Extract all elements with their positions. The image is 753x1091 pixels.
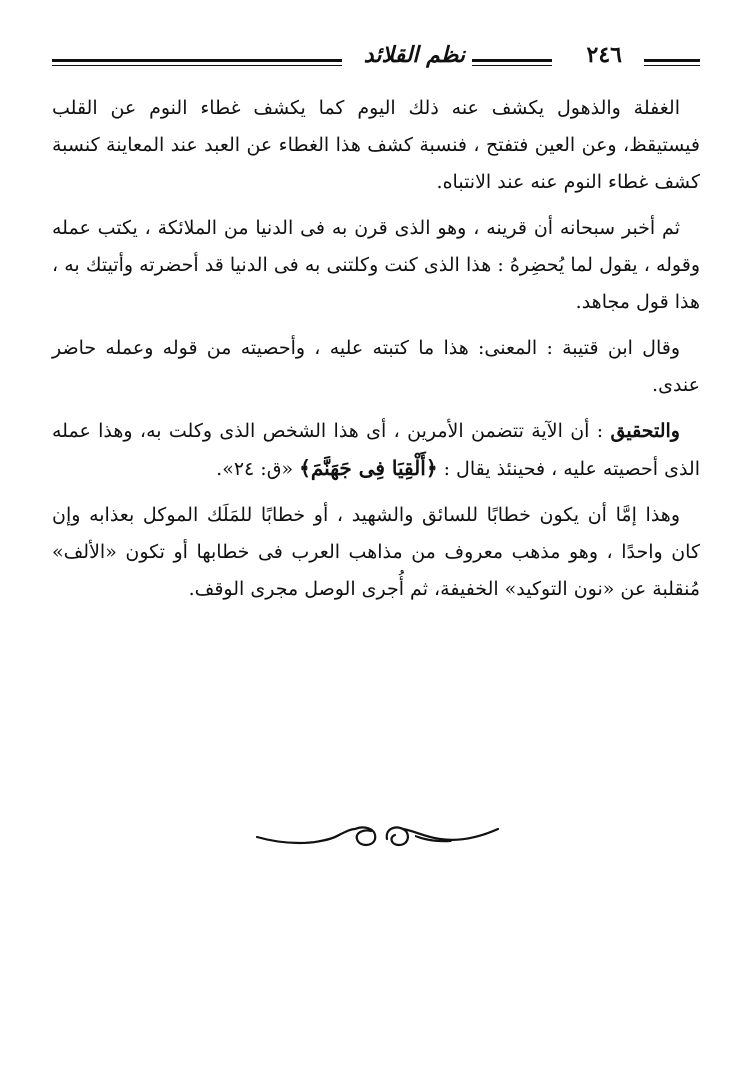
- paragraph-4-text: : أن الآية تتضمن الأمرين ، أى هذا الشخص الذى وكلت به، وهذا عمله الذى أحصيته عليه ، فحينئذ يقال :: [52, 420, 700, 480]
- header-rule-right: [644, 59, 700, 66]
- page-number: ٢٤٦: [586, 42, 622, 68]
- header-rule-left: [52, 59, 342, 66]
- paragraph-2: ثم أخبر سبحانه أن قرينه ، وهو الذى قرن به فى الدنيا من الملائكة ، يكتب عمله وقوله ، يقول لما يُحضِرهُ : هذا الذى كنت وكلتنى به فى الدنيا قد أحضرته وأتيتك به ، هذا قول مجاهد.: [52, 217, 700, 313]
- paragraph-1: الغفلة والذهول يكشف عنه ذلك اليوم كما يكشف غطاء النوم عن القلب فيستيقظ، وعن العين فتفتح ، فنسبة كشف هذا الغطاء عن العبد عند المعاينة كنسبة كشف غطاء النوم عنه عند الانتباه.: [52, 97, 700, 193]
- header-rule-middle: [472, 59, 552, 66]
- paragraph-4: [52, 413, 700, 488]
- decorative-flourish-icon: [255, 815, 500, 855]
- page-header: [52, 40, 700, 80]
- body-text: [52, 90, 700, 617]
- paragraph-3: وقال ابن قتيبة : المعنى: هذا ما كتبته عليه ، وأحصيته من قوله وعمله حاضر عندى.: [52, 337, 700, 396]
- running-title: نظم القلائد: [363, 42, 465, 68]
- quran-citation: «ق: ٢٤».: [216, 458, 294, 480]
- quran-quote: ﴿أَلْقِيَا فِى جَهَنَّمَ﴾: [299, 456, 438, 480]
- bold-term-tahqiq: والتحقيق: [610, 420, 680, 442]
- paragraph-5: وهذا إمَّا أن يكون خطابًا للسائق والشهيد ، أو خطابًا للمَلَك الموكل بعذابه وإن كان واحدًا ، وهو مذهب معروف من مذاهب العرب فى خطابها أو تكون «الألف» مُنقلبة عن «نون التوكيد» الخفيفة، ثم أُجرى الوصل مجرى الوقف.: [52, 504, 700, 600]
